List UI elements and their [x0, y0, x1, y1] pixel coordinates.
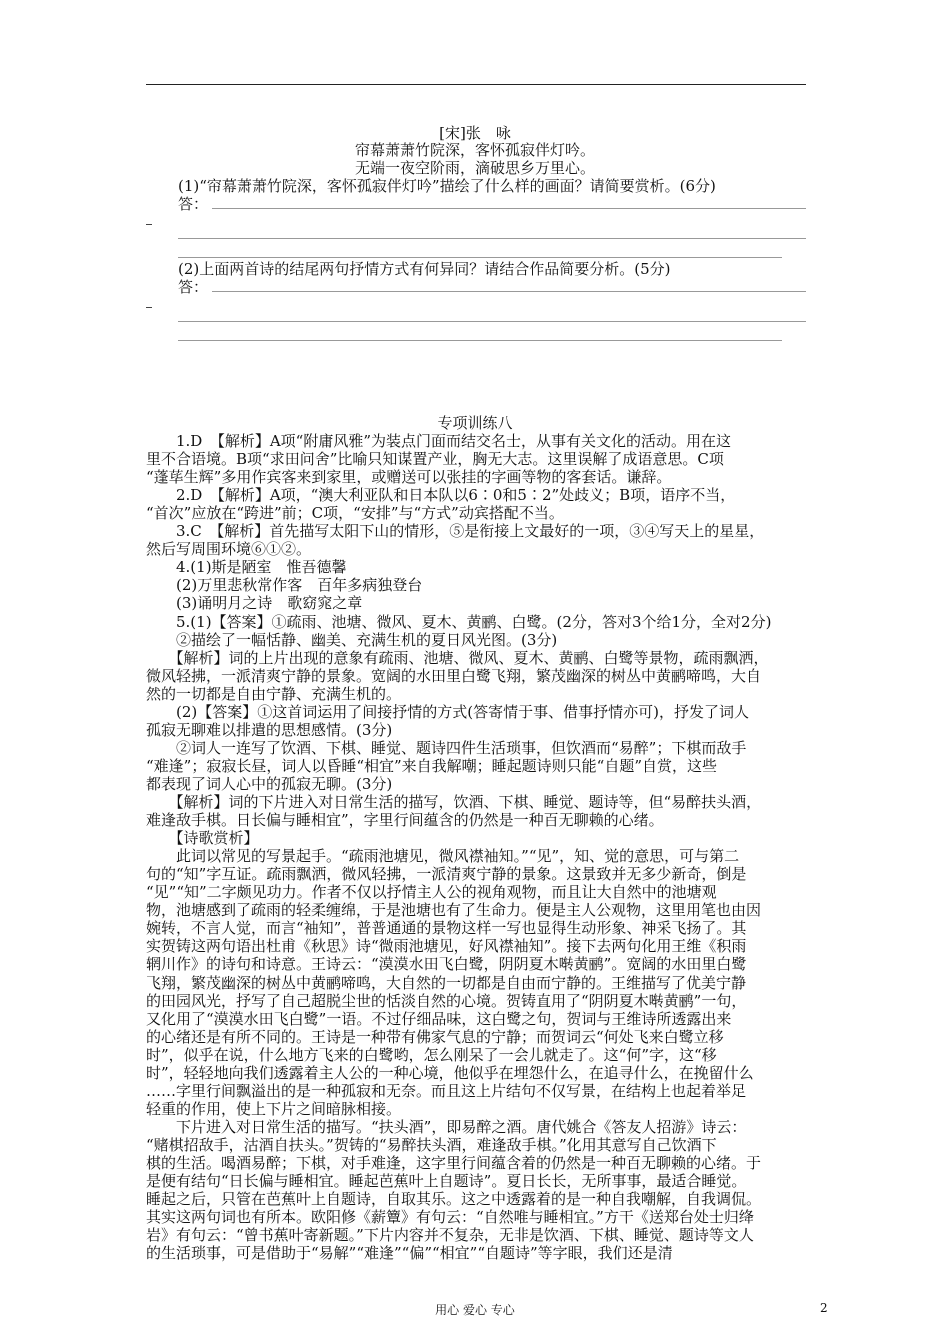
text-line: 微风轻拂，一派清爽宁静的景象。宽阔的水田里白鹭飞翔，繁茂幽深的树丛中黄鹂啼鸣，大自 — [146, 666, 762, 685]
text-line: 【诗歌赏析】 — [146, 829, 259, 848]
text-line: 1.D 【解析】A项“附庸风雅”为装点门面而结交名士，从事有关文化的活动。用在这 — [146, 432, 732, 450]
answer-label-1: 答： — [178, 195, 209, 213]
question-2: (2)上面两首诗的结尾两句抒情方式有何异同？请结合作品简要分析。(5分) — [178, 260, 671, 278]
answer-line — [178, 257, 782, 258]
answer-line — [178, 321, 806, 322]
text-line: 然后写周围环境⑥①②。 — [146, 540, 312, 559]
text-line: 棋的生活。喝酒易醉；下棋，对手难逢，这字里行间蕴含着的仍然是一种百无聊赖的心绪。于 — [146, 1154, 762, 1172]
text-line: 辋川作》的诗句和诗意。王诗云：“漠漠水田飞白鹭，阴阴夏木啭黄鹂”。宽阔的水田里白鹭 — [146, 955, 747, 974]
text-line: 句的“知”字互证。疏雨飘洒，微风轻拂，一派清爽宁静的景象。这景致并无多少新奇，倒是 — [146, 865, 747, 884]
answer-line — [178, 238, 806, 239]
text-line: 【解析】词的上片出现的意象有疏雨、池塘、微风、夏木、黄鹂、白鹭等景物，疏雨飘洒， — [146, 648, 769, 667]
text-line: 婉转，不言人觉，而言“袖知”，普普通通的景物这样一写也显得生动形象、神采飞扬了。其 — [146, 919, 747, 938]
text-line: “难逢”；寂寂长昼，词人以昏睡“相宜”来自我解嘲；睡起题诗则只能“自题”自赏，这些 — [146, 756, 718, 775]
text-line: 都表现了词人心中的孤寂无聊。(3分) — [146, 774, 393, 793]
text-line: (2)【答案】①这首词运用了间接抒情的方式(答寄情于事、借事抒情亦可)，抒发了词人 — [146, 702, 749, 721]
text-line: 其实这两句词也有所本。欧阳修《薪簟》有句云：“自然唯与睡相宜。”方干《送郑台处士归绛 — [146, 1208, 754, 1227]
text-line: 岩》有句云：“曾书蕉叶寄新题。”下片内容并不复杂，无非是饮酒、下棋、睡觉、题诗等文人 — [146, 1226, 754, 1245]
text-line: 5.(1)【答案】①疏雨、池塘、微风、夏木、黄鹂、白鹭。(2分，答对3个给1分，全对2分) — [146, 612, 772, 631]
text-line: 飞翔，繁茂幽深的树丛中黄鹂啼鸣，大自然的一切都是自由而宁静的。王维描写了优美宁静 — [146, 973, 747, 992]
text-line: 此词以常见的写景起手。“疏雨池塘见，微风襟袖知。”“见”，知、觉的意思，可与第二 — [146, 847, 740, 866]
text-line: 4.(1)斯是陋室 惟吾德馨 — [146, 558, 347, 577]
answer-line — [178, 340, 782, 341]
text-line: 时”，似乎在说，什么地方飞来的白鹭哟，怎么刚呆了一会儿就走了。这“何”字，这“移 — [146, 1045, 717, 1064]
text-line: 里不合语境。B项“求田问舍”比喻只知谋置产业，胸无大志。这里误解了成语意思。C项 — [146, 450, 724, 469]
text-line: ②描绘了一幅恬静、幽美、充满生机的夏日风光图。(3分) — [146, 630, 558, 649]
text-line: “蓬荜生辉”多用作宾客来到家里，或赠送可以张挂的字画等物的客套话。谦辞。 — [146, 468, 672, 487]
text-line: 然的一切都是自由宁静、充满生机的。 — [146, 684, 402, 703]
text-line: 3.C 【解析】首先描写太阳下山的情形，⑤是衔接上文最好的一项，③④写天上的星星， — [146, 522, 765, 541]
text-line: “首次”应放在“跨进”前；C项，“安排”与“方式”动宾搭配不当。 — [146, 504, 564, 523]
poem-author: [宋]张 咏 — [439, 124, 511, 142]
answer-label-2: 答： — [178, 278, 209, 296]
text-line: 【解析】词的下片进入对日常生活的描写，饮酒、下棋、睡觉、题诗等，但“易醉扶头酒， — [146, 793, 762, 811]
text-line: 实贺铸这两句语出杜甫《秋思》诗“微雨池塘见，好风襟袖知”。接下去两句化用王维《积雨 — [146, 937, 747, 956]
text-line: 轻重的作用，使上下片之间暗脉相接。 — [146, 1099, 402, 1118]
answer-dash — [146, 307, 152, 308]
poem-line-2: 无端一夜空阶雨，滴破思乡万里心。 — [354, 159, 595, 177]
text-line: 的田园风光，抒写了自己超脱尘世的恬淡自然的心境。贺铸直用了“阴阴夏木啭黄鹂”一句， — [146, 991, 747, 1010]
poem-line-1: 帘幕萧萧竹院深，客怀孤寂伴灯吟。 — [354, 141, 595, 159]
text-line: 孤寂无聊难以排遣的思想感情。(3分) — [146, 720, 393, 739]
text-line: 难逢敌手棋。日长偏与睡相宜”，字里行间蕴含的仍然是一种百无聊赖的心绪。 — [146, 811, 664, 830]
text-line: (3)诵明月之诗 歌窈窕之章 — [146, 594, 363, 613]
text-line: 时”，轻轻地向我们透露着主人公的一种心境，他似乎在埋怨什么，在追寻什么，在挽留什么 — [146, 1063, 754, 1082]
text-line: 的心绪还是有所不同的。王诗是一种带有佛家气息的宁静；而贺词云“何处飞来白鹭立移 — [146, 1027, 724, 1046]
question-1: (1)“帘幕萧萧竹院深，客怀孤寂伴灯吟”描绘了什么样的画面？请简要赏析。(6分) — [178, 177, 716, 195]
text-line: 又化用了“漠漠水田飞白鹭”一语。不过仔细品味，这白鹭之句，贺词与王维诗所透露出来 — [146, 1009, 732, 1028]
header-rule — [146, 84, 806, 85]
answer-line — [212, 208, 806, 209]
answer-dash — [146, 224, 152, 225]
text-line: 是便有结句“日长偏与睡相宜。睡起芭蕉叶上自题诗”。夏日长长，无所事事，最适合睡觉。 — [146, 1172, 747, 1191]
answer-line — [212, 291, 806, 292]
text-line: 物，池塘感到了疏雨的轻柔缠绵，于是池塘也有了生命力。便是主人公观物，这里用笔也由因 — [146, 901, 762, 920]
text-line: “赌棋招敌手，沽酒自扶头。”贺铸的“易醉扶头酒，难逢敌手棋。”化用其意写自己饮酒下 — [146, 1135, 717, 1154]
text-line: “见”“知”二字颇见功力。作者不仅以抒情主人公的视角观物，而且让大自然中的池塘观 — [146, 883, 717, 902]
text-line: 睡起之后，只管在芭蕉叶上自题诗，自取其乐。这之中透露着的是一种自我嘲解，自我调侃。 — [146, 1190, 762, 1209]
footer-text: 用心 爱心 专心 — [435, 1303, 515, 1317]
text-line: 的生活琐事，可是借助于“易解”“难逢”“偏”“相宜”“自题诗”等字眼，我们还是清 — [146, 1244, 673, 1263]
page-number: 2 — [820, 1301, 828, 1315]
section-title: 专项训练八 — [437, 414, 513, 432]
text-line: ……字里行间飘溢出的是一种孤寂和无奈。而且这上片结句不仅写景，在结构上也起着举足 — [146, 1081, 747, 1100]
text-line: (2)万里悲秋常作客 百年多病独登台 — [146, 576, 423, 595]
text-line: 2.D 【解析】A项，“澳大利亚队和日本队以6∶0和5∶2”处歧义；B项，语序不当， — [146, 486, 736, 505]
text-line: 下片进入对日常生活的描写。“扶头酒”，即易醉之酒。唐代姚合《答友人招游》诗云： — [146, 1117, 747, 1136]
text-line: ②词人一连写了饮酒、下棋、睡觉、题诗四件生活琐事，但饮酒而“易醉”；下棋而敌手 — [146, 738, 747, 757]
